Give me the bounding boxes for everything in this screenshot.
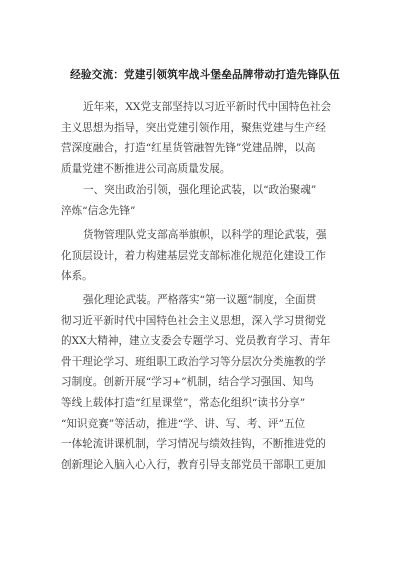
paragraph-line: 货物管理队党支部高举旗帜，以科学的理论武装，强: [83, 229, 327, 241]
paragraph-line: 化顶层设计，着力构建基层党支部标准化规范化建设工作: [61, 249, 326, 262]
paragraph-line: 一、突出政治引领，强化理论武装，以“政治聚魂”: [83, 184, 317, 196]
paragraph-overview: [61, 225, 351, 287]
paragraph-line: 质量党建不断推进公司高质量发展。: [61, 162, 231, 175]
paragraph-line: 体系。: [61, 270, 93, 283]
paragraph-line: 骨干理论学习、班组职工政治学习等分层次分类施教的学: [61, 355, 326, 368]
paragraph-intro: [61, 97, 351, 179]
section-heading-1: [61, 180, 351, 221]
paragraph-line: 习制度。创新开展“学习+”机制，结合学习强国、知鸟: [61, 376, 314, 389]
paragraph-line: 强化理论武装。严格落实“第一议题”制度，全面贯: [83, 294, 317, 306]
paragraph-line: 一体轮流讲课机制，学习情况与绩效挂钩，不断推进党的: [61, 438, 326, 451]
paragraph-line: 营深度融合，打造“红星货管融智先锋”党建品牌，以高: [61, 142, 316, 155]
paragraph-line: 淬炼“信念先锋”: [61, 204, 136, 217]
paragraph-line: 近年来，XX党支部坚持以习近平新时代中国特色社会: [83, 101, 332, 113]
paragraph-line: 的XX大精神，建立支委会专题学习、党员教育学习、青年: [61, 335, 331, 348]
paragraph-line: 创新理论入脑入心入行，教育引导支部党员干部职工更加: [61, 458, 326, 471]
paragraph-line: 主义思想为指导，突出党建引领作用，聚焦党建与生产经: [61, 121, 326, 134]
paragraph-line: 等线上载体打造“红星课堂”，常态化组织“读书分享”: [61, 396, 306, 409]
paragraph-line: 彻习近平新时代中国特色社会主义思想，深入学习贯彻党: [61, 314, 326, 327]
paragraph-line: “知识竞赛”等活动，推进“学、讲、写、考、评”五位: [61, 417, 306, 430]
paragraph-theory: [61, 290, 351, 475]
document-title: 经验交流：党建引领筑牢战斗堡垒品牌带动打造先锋队伍: [70, 69, 340, 81]
